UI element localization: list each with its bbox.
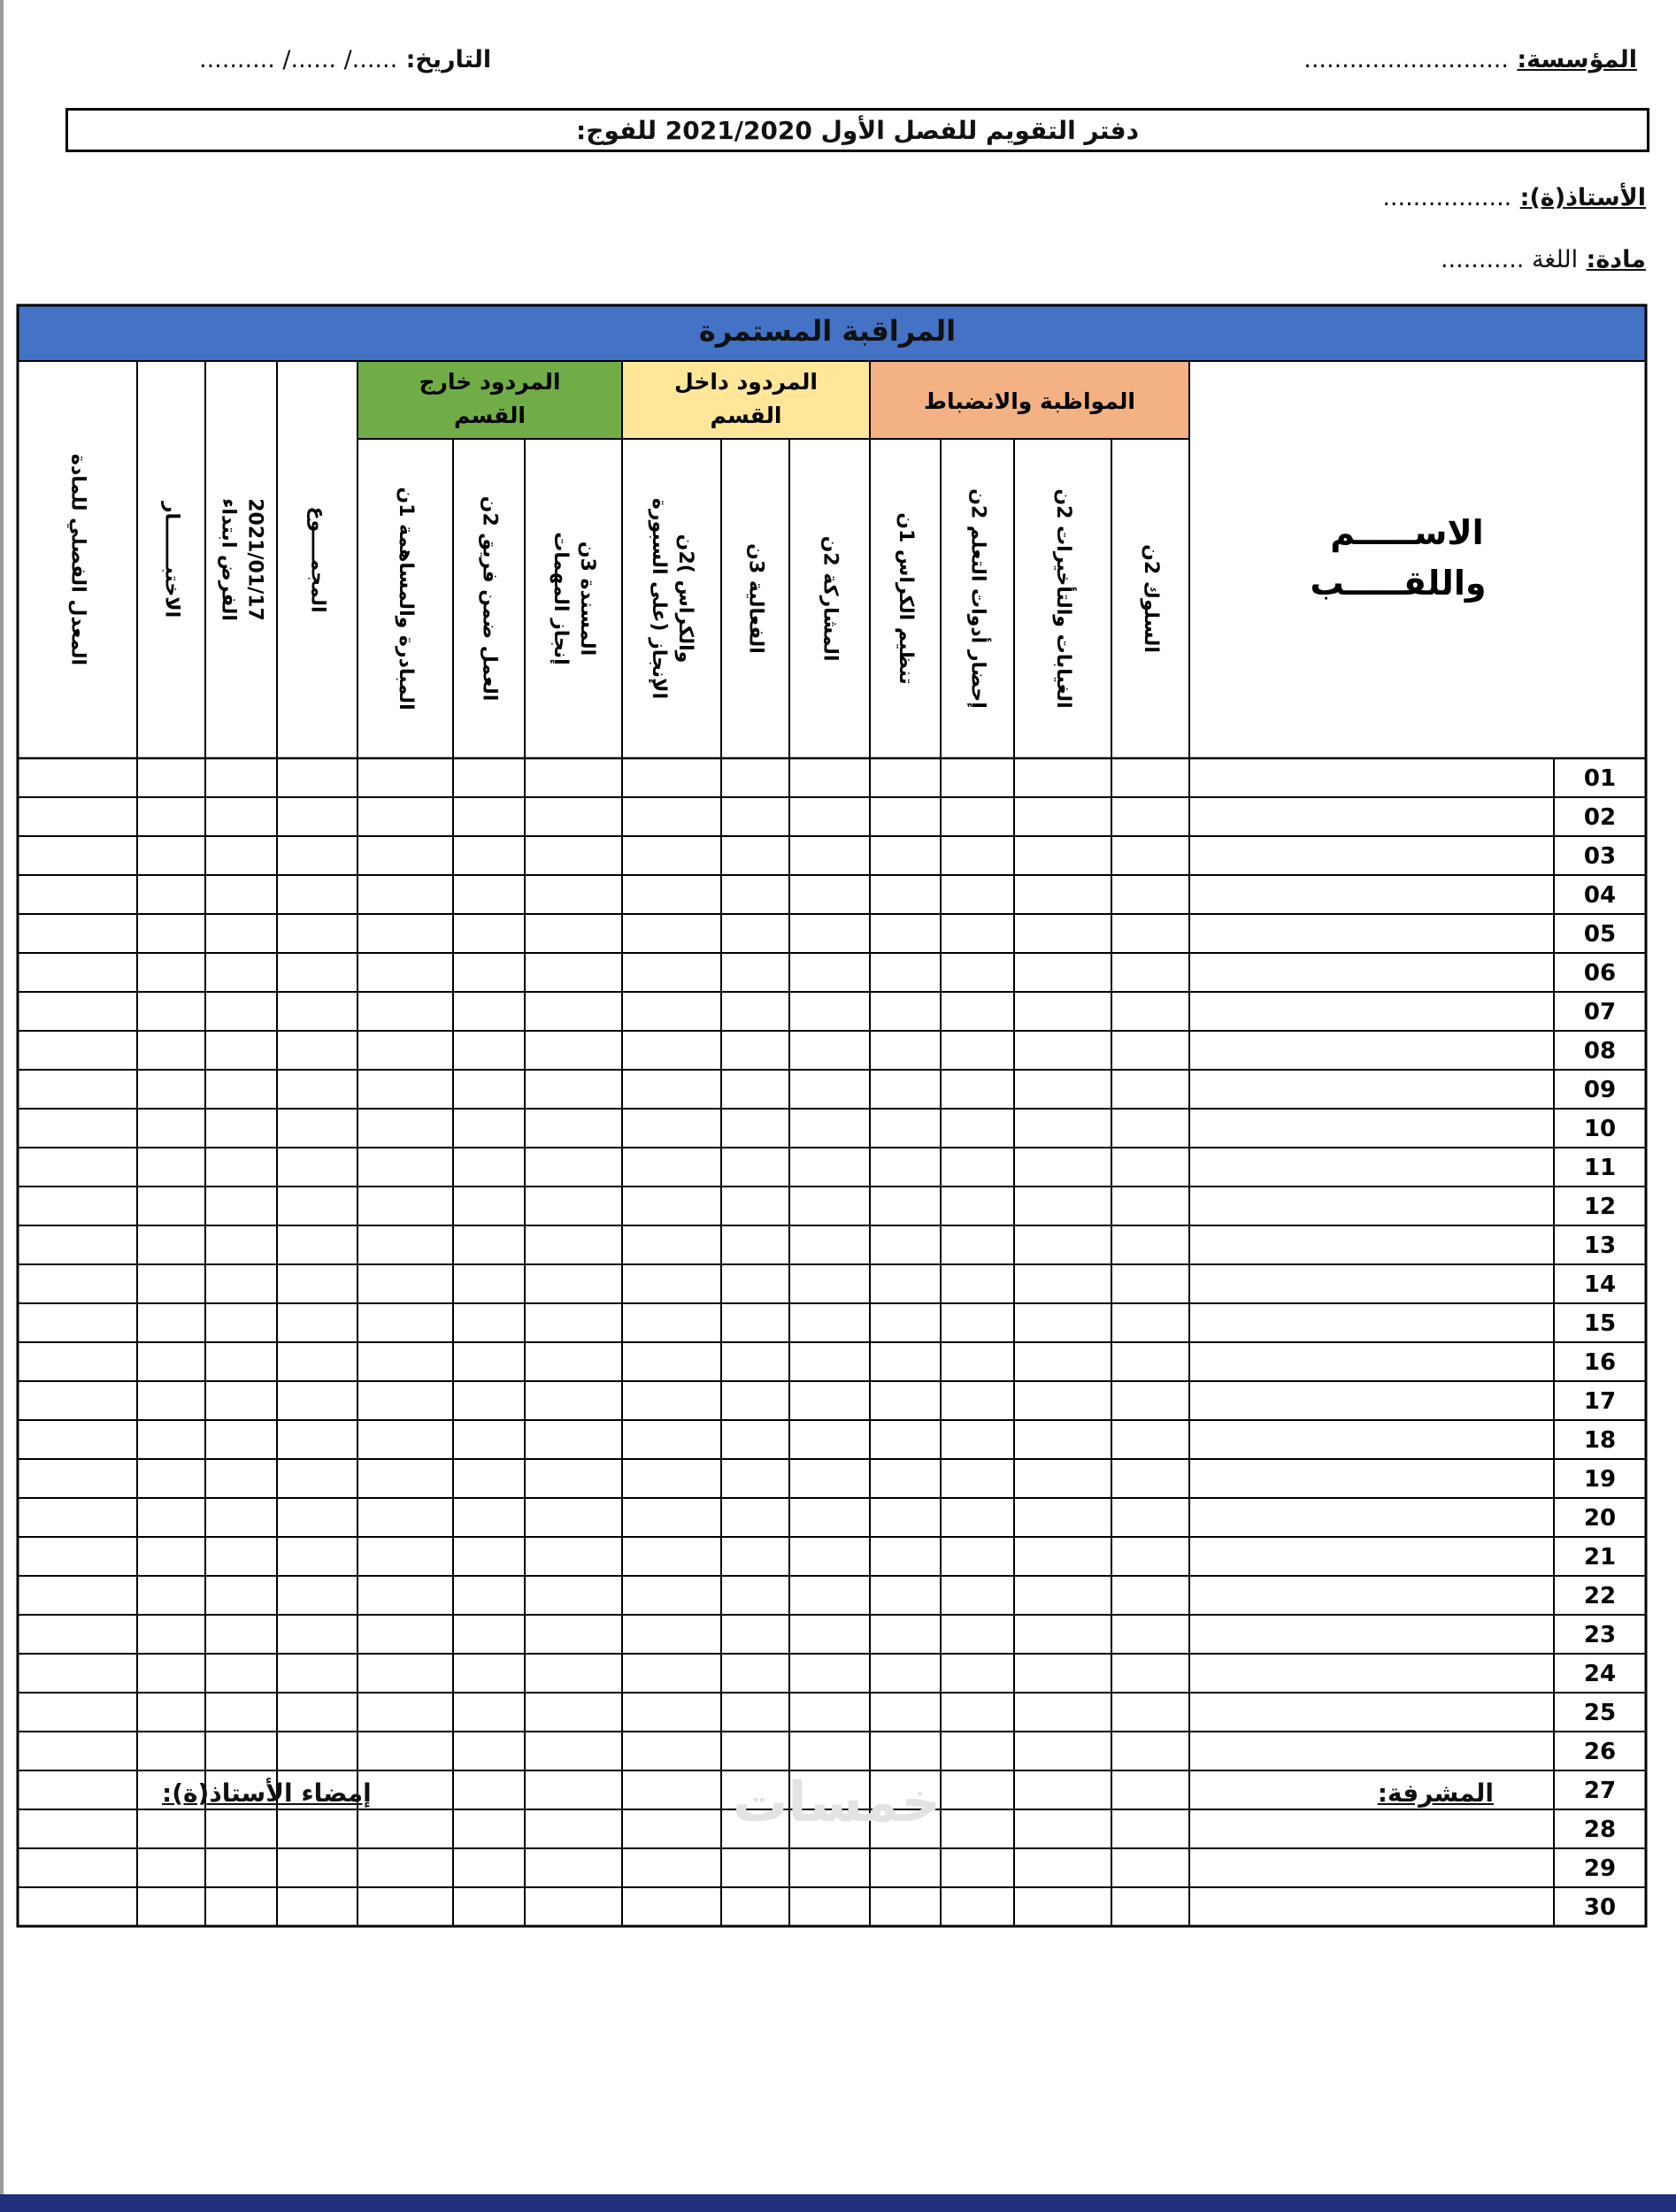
subject-label: مادة: <box>1586 246 1646 273</box>
column-header: المسندة 3ن <box>576 541 598 657</box>
institution-value: ........................... <box>1303 46 1509 73</box>
banner-title: المراقبة المستمرة <box>698 314 957 348</box>
column-header: إنجاز المهمات <box>550 532 572 665</box>
row-number: 10 <box>1583 1116 1617 1142</box>
group-label: المواظبة والانضباط <box>924 388 1135 414</box>
row-number: 03 <box>1583 843 1617 870</box>
row-number: 01 <box>1583 765 1617 792</box>
column-header: المجمــــوع <box>306 506 329 613</box>
row-number: 17 <box>1583 1388 1617 1415</box>
document-title: دفتر التقويم للفصل الأول 2021/2020 للفوج: <box>65 108 1649 152</box>
row-number: 28 <box>1583 1816 1617 1843</box>
row-number: 16 <box>1583 1349 1617 1376</box>
row-number: 07 <box>1583 999 1617 1025</box>
row-number: 09 <box>1583 1077 1617 1103</box>
column-header: العمل ضمن فريق 2ن <box>478 495 501 702</box>
row-number: 18 <box>1583 1427 1617 1454</box>
column-header: الغيابات والتأخيرات 2ن <box>1052 488 1074 709</box>
row-number: 14 <box>1583 1271 1617 1298</box>
row-number: 26 <box>1583 1739 1617 1765</box>
row-number: 22 <box>1583 1583 1617 1609</box>
column-header: والكراس )2ن <box>674 534 696 664</box>
row-number: 24 <box>1583 1661 1617 1687</box>
column-header: الاختبـــــــار <box>160 501 183 618</box>
subject-value: اللغة ........... <box>1440 246 1579 273</box>
row-number: 23 <box>1583 1622 1617 1648</box>
group-label: القسم <box>710 403 782 428</box>
name-header-line1: الاســـــم <box>1330 513 1484 552</box>
row-number: 20 <box>1583 1505 1617 1532</box>
group-label: القسم <box>454 403 526 428</box>
column-header: تنظيم الكراس 1ن <box>895 512 917 685</box>
column-header: 2021/01/17 <box>243 498 266 621</box>
row-number: 27 <box>1583 1778 1617 1804</box>
row-number: 19 <box>1583 1466 1617 1493</box>
column-header: السلوك 2ن <box>1140 544 1162 653</box>
row-number: 11 <box>1583 1155 1617 1181</box>
teacher-label: الأستاذ(ة): <box>1519 184 1646 211</box>
column-header: الفعالية 3ن <box>744 543 767 654</box>
row-number: 21 <box>1583 1544 1617 1571</box>
column-header: المعدل الفصلي للمادة <box>66 453 89 666</box>
row-number: 25 <box>1583 1700 1617 1726</box>
row-number: 15 <box>1583 1310 1617 1337</box>
row-number: 08 <box>1583 1038 1617 1064</box>
row-number: 02 <box>1583 804 1617 831</box>
bottom-bar <box>0 2194 1676 2212</box>
group-label: المردود خارج <box>419 369 561 395</box>
column-header: المبادرة والمساهمة 1ن <box>395 487 417 710</box>
row-number: 30 <box>1583 1894 1617 1921</box>
name-header-line2: واللقـــــب <box>1310 564 1487 603</box>
column-header: المشاركة 2ن <box>819 535 842 662</box>
row-number: 05 <box>1583 921 1617 948</box>
date-value: ....../ ....../ .......... <box>199 46 398 73</box>
row-number: 04 <box>1583 882 1617 909</box>
column-header: الإنجاز (على السبورة <box>648 497 670 700</box>
institution-label: المؤسسة: <box>1517 46 1637 73</box>
supervisor-label: المشرفة: <box>1377 1778 1494 1808</box>
column-header: إحضار أدوات التعلم 2ن <box>966 488 989 709</box>
row-number: 29 <box>1583 1855 1617 1882</box>
date-label: التاريخ: <box>405 46 492 73</box>
group-label: المردود داخل <box>674 369 818 395</box>
row-number: 06 <box>1583 960 1617 987</box>
watermark-logo: خمسات <box>733 1770 941 1834</box>
row-number: 13 <box>1583 1233 1617 1259</box>
column-header: الفرض ابتداء <box>217 498 240 621</box>
teacher-signature-label: إمضاء الأستاذ(ة): <box>162 1778 372 1808</box>
row-number: 12 <box>1583 1194 1617 1220</box>
teacher-value: ................. <box>1382 184 1512 211</box>
